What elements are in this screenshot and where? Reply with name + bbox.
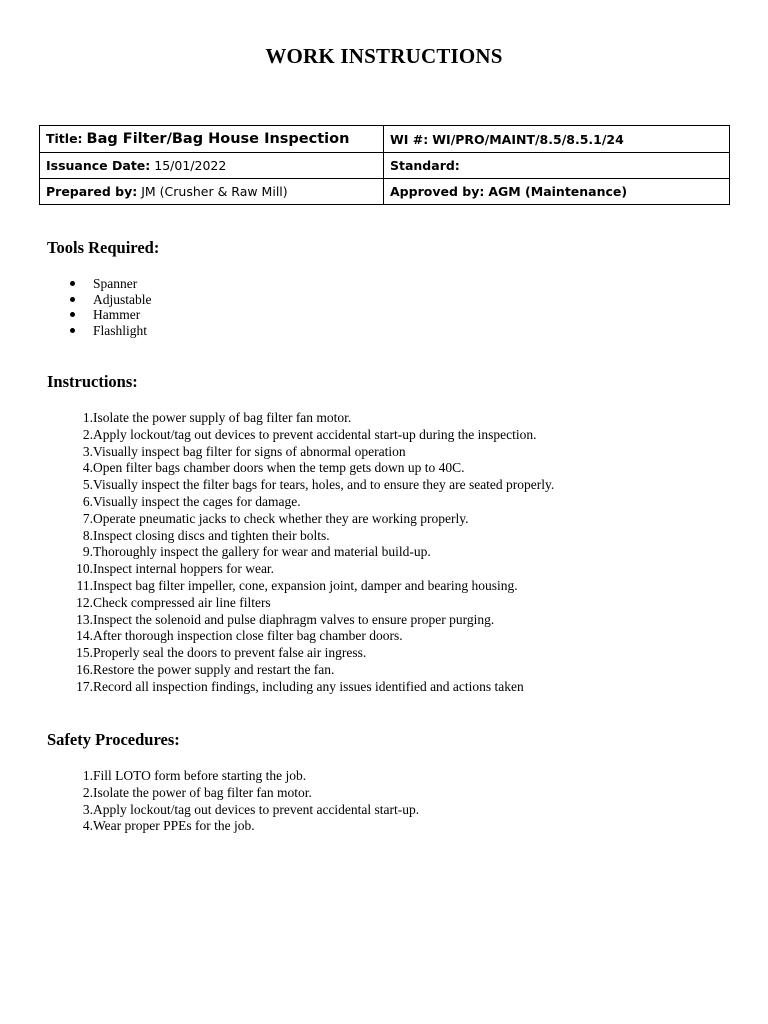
wi-number-cell bbox=[384, 126, 730, 153]
safety-heading: Safety Procedures: bbox=[47, 730, 180, 749]
list-item-number: 14. bbox=[76, 628, 93, 644]
issuance-date-value: 15/01/2022 bbox=[154, 158, 227, 173]
list-item-text: Isolate the power supply of bag filter fan motor. bbox=[93, 410, 352, 425]
list-item-text: Thoroughly inspect the gallery for wear and material build-up. bbox=[93, 544, 431, 560]
info-row-prepared bbox=[40, 179, 730, 205]
list-item-number: 1. bbox=[82, 410, 93, 425]
list-item bbox=[47, 578, 554, 595]
info-row-issuance bbox=[40, 153, 730, 179]
list-item-number: 16. bbox=[76, 661, 93, 677]
list-item bbox=[47, 494, 554, 511]
standard-cell bbox=[384, 153, 730, 179]
list-item-text: Inspect internal hoppers for wear. bbox=[93, 561, 275, 577]
info-row-title bbox=[40, 126, 730, 153]
list-item bbox=[47, 645, 554, 662]
list-item-text: Record all inspection findings, including any issues identified and actions taken bbox=[93, 678, 524, 694]
list-item-number: 1. bbox=[82, 768, 93, 783]
list-item bbox=[47, 679, 554, 696]
title-cell bbox=[40, 126, 384, 153]
list-item bbox=[47, 544, 554, 561]
list-item-number: 8. bbox=[82, 527, 93, 543]
wi-number-label: WI #: bbox=[390, 131, 429, 147]
list-item-text: Fill LOTO form before starting the job. bbox=[93, 768, 307, 783]
list-item bbox=[47, 595, 554, 612]
list-item bbox=[47, 662, 554, 679]
issuance-date-label: Issuance Date: bbox=[46, 158, 151, 173]
list-item bbox=[47, 410, 554, 427]
list-item-text: After thorough inspection close filter bag chamber doors. bbox=[93, 628, 403, 644]
list-item bbox=[47, 511, 554, 528]
list-item bbox=[47, 477, 554, 494]
safety-list bbox=[47, 768, 419, 835]
list-item-number: 4. bbox=[82, 818, 93, 834]
title-label: Title: bbox=[46, 131, 83, 146]
list-item: Spanner bbox=[70, 276, 152, 292]
list-item-text: Visually inspect the filter bags for tears, holes, and to ensure they are seated properly. bbox=[93, 477, 555, 493]
issuance-date-cell bbox=[40, 153, 384, 179]
list-item bbox=[47, 460, 554, 477]
list-item-number: 3. bbox=[82, 443, 93, 459]
tools-list bbox=[70, 276, 152, 338]
list-item-text: Properly seal the doors to prevent false air ingress. bbox=[93, 645, 367, 661]
list-item-text: Operate pneumatic jacks to check whether they are working properly. bbox=[93, 510, 469, 526]
list-item-text: Wear proper PPEs for the job. bbox=[93, 818, 255, 834]
list-item-number: 6. bbox=[82, 493, 93, 509]
list-item-number: 5. bbox=[82, 477, 93, 493]
list-item-text: Inspect closing discs and tighten their bolts. bbox=[93, 527, 330, 543]
list-item-text: Apply lockout/tag out devices to prevent accidental start-up. bbox=[93, 801, 420, 817]
list-item: Hammer bbox=[70, 307, 152, 323]
list-item-number: 4. bbox=[82, 460, 93, 476]
instructions-heading: Instructions: bbox=[47, 372, 138, 391]
list-item-text: Restore the power supply and restart the fan. bbox=[93, 661, 335, 677]
document-info-table bbox=[39, 125, 730, 205]
list-item-text: Check compressed air line filters bbox=[93, 594, 271, 610]
list-item: Adjustable bbox=[70, 292, 152, 308]
list-item-number: 15. bbox=[76, 645, 93, 661]
list-item bbox=[47, 818, 419, 835]
list-item-number: 17. bbox=[76, 678, 93, 694]
list-item-number: 10. bbox=[76, 561, 93, 577]
list-item-number: 11. bbox=[76, 577, 93, 593]
prepared-by-label: Prepared by: bbox=[46, 184, 138, 199]
approved-by-cell bbox=[384, 179, 730, 205]
approved-by-label: Approved by: bbox=[390, 184, 485, 199]
list-item-text: Isolate the power of bag filter fan motor. bbox=[93, 784, 312, 800]
list-item-number: 3. bbox=[82, 801, 93, 817]
list-item-number: 13. bbox=[76, 611, 93, 627]
list-item bbox=[47, 802, 419, 819]
list-item bbox=[47, 561, 554, 578]
list-item-number: 12. bbox=[76, 594, 93, 610]
list-item bbox=[47, 612, 554, 629]
list-item-text: Visually inspect bag filter for signs of abnormal operation bbox=[93, 443, 406, 459]
list-item-text: Open filter bags chamber doors when the temp gets down up to 40C. bbox=[93, 460, 465, 476]
prepared-by-cell bbox=[40, 179, 384, 205]
list-item-number: 7. bbox=[82, 510, 93, 526]
approved-by-value: AGM (Maintenance) bbox=[488, 184, 628, 199]
standard-label: Standard: bbox=[390, 158, 460, 173]
list-item-text: Apply lockout/tag out devices to prevent accidental start-up during the inspection. bbox=[93, 426, 537, 442]
list-item bbox=[47, 427, 554, 444]
title-value: Bag Filter/Bag House Inspection bbox=[86, 131, 350, 147]
wi-number-value: WI/PRO/MAINT/8.5/8.5.1/24 bbox=[432, 131, 624, 147]
list-item bbox=[47, 444, 554, 461]
list-item-number: 9. bbox=[82, 544, 93, 560]
list-item-text: Inspect the solenoid and pulse diaphragm valves to ensure proper purging. bbox=[93, 611, 495, 627]
list-item-number: 2. bbox=[82, 426, 93, 442]
list-item: Flashlight bbox=[70, 323, 152, 339]
list-item-number: 2. bbox=[82, 784, 93, 800]
list-item bbox=[47, 528, 554, 545]
list-item bbox=[47, 785, 419, 802]
list-item bbox=[47, 628, 554, 645]
instructions-list bbox=[47, 410, 554, 696]
tools-heading: Tools Required: bbox=[47, 238, 160, 257]
prepared-by-value: JM (Crusher & Raw Mill) bbox=[141, 184, 288, 199]
list-item bbox=[47, 768, 419, 785]
document-title: WORK INSTRUCTIONS bbox=[265, 44, 503, 68]
list-item-text: Visually inspect the cages for damage. bbox=[93, 493, 301, 509]
list-item-text: Inspect bag filter impeller, cone, expansion joint, damper and bearing housing. bbox=[93, 577, 518, 593]
